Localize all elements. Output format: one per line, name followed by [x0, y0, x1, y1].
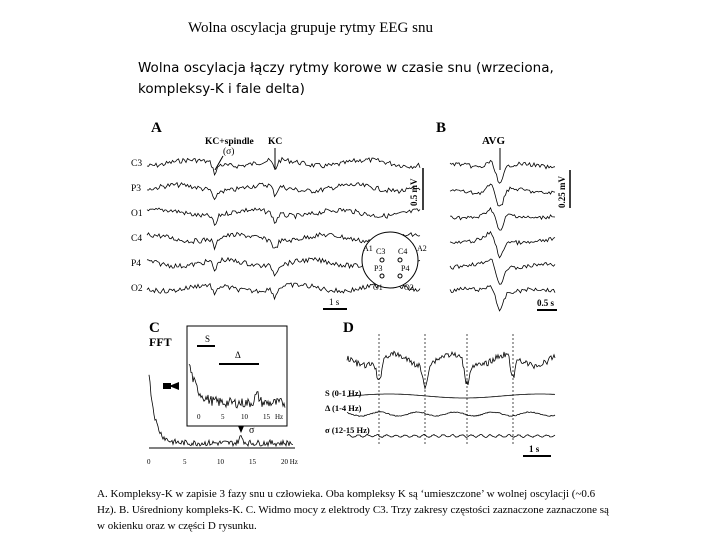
panel-c [147, 320, 298, 466]
eeg-figure [125, 108, 585, 480]
head-label-a2: A2 [417, 244, 427, 253]
avg-trace [450, 232, 555, 258]
inset-tick-15: 15 [263, 413, 270, 421]
head-label-o2: O2 [404, 283, 414, 292]
scale-label-a: 0.5 mV [409, 178, 419, 206]
fft-inset [187, 326, 287, 426]
subtitle: Wolna oscylacja łączy rytmy korowe w czasie snu (wrzeciona, kompleksy-K i fale delta) [138, 60, 554, 97]
channel-label-p3: P3 [131, 184, 142, 194]
panel-b-letter: B [436, 120, 447, 136]
panel-d [325, 320, 555, 456]
inset-tick-hz: Hz [275, 413, 284, 421]
head-label-c3: C3 [376, 247, 386, 256]
sigma-band-trace [347, 434, 555, 437]
figure-caption: A. Kompleksy-K w zapisie 3 fazy snu u człowieka. Oba kompleksy K są ‘umieszczone’ w wolnej oscylacji (~0.6 Hz). B. Uśredniony kompleks-K. C. Widmo mocy z elektrody C3. Trzy zakresy częstości zaznaczone zaznaczone są w okienku oraz w części D rysunku. [97, 488, 609, 532]
fft-tick-5: 5 [183, 458, 187, 466]
electrode-head-diagram [362, 232, 427, 292]
sigma-label: σ [249, 425, 255, 436]
inset-tick-0: 0 [197, 413, 201, 421]
head-label-a1: A1 [363, 244, 373, 253]
eeg-trace-o1 [147, 208, 420, 225]
head-label-o1: O1 [373, 283, 383, 292]
channel-label-p4: P4 [131, 259, 142, 269]
channel-label-c3: C3 [131, 159, 143, 169]
fft-tick-0: 0 [147, 458, 151, 466]
band-s-label: S (0-1 Hz) [325, 388, 362, 398]
band-sigma-label: σ (12-15 Hz) [325, 425, 370, 435]
eeg-trace-c3 [147, 158, 420, 175]
channel-label-o1: O1 [131, 209, 143, 219]
slow-band-trace [347, 394, 555, 398]
kc-spindle-arrow [215, 156, 223, 170]
avg-label: AVG [482, 135, 506, 147]
fft-label: FFT [149, 335, 172, 349]
fft-arrow-tail [163, 383, 171, 389]
channel-label-o2: O2 [131, 284, 143, 294]
inset-tick-10: 10 [241, 413, 248, 421]
scale-label-b: 0.25 mV [557, 176, 567, 208]
panel-a-letter: A [151, 120, 162, 136]
panel-c-letter: C [149, 320, 160, 336]
avg-trace [450, 161, 555, 184]
head-label-c4: C4 [398, 247, 408, 256]
kc-spindle-label: KC+spindle [205, 137, 254, 147]
fft-tick-15: 15 [249, 458, 256, 466]
inset-s-label: S [205, 334, 211, 344]
time-label-b: 0.5 s [537, 298, 555, 308]
time-label-a: 1 s [329, 297, 340, 307]
avg-trace [450, 208, 555, 230]
band-delta-label: Δ (1-4 Hz) [325, 403, 362, 413]
channel-label-c4: C4 [131, 234, 143, 244]
panel-b [436, 120, 570, 311]
raw-eeg-trace [347, 351, 555, 388]
time-label-d: 1 s [529, 444, 540, 454]
head-label-p3: P3 [374, 264, 383, 273]
page-title: Wolna oscylacja grupuje rytmy EEG snu [188, 20, 433, 36]
fft-tick-10: 10 [217, 458, 224, 466]
eeg-trace-p3 [147, 183, 420, 200]
sigma-arrow [238, 426, 244, 433]
avg-trace [450, 259, 555, 284]
avg-trace [450, 184, 555, 206]
panel-d-letter: D [343, 320, 354, 336]
head-label-p4: P4 [401, 264, 410, 273]
inset-tick-5: 5 [221, 413, 225, 421]
sigma-sub-label: (σ) [223, 147, 235, 157]
kc-label: KC [268, 137, 283, 147]
fft-tick-20hz: 20 Hz [281, 458, 298, 466]
delta-band-trace [347, 412, 555, 417]
inset-delta-label: Δ [235, 350, 241, 360]
